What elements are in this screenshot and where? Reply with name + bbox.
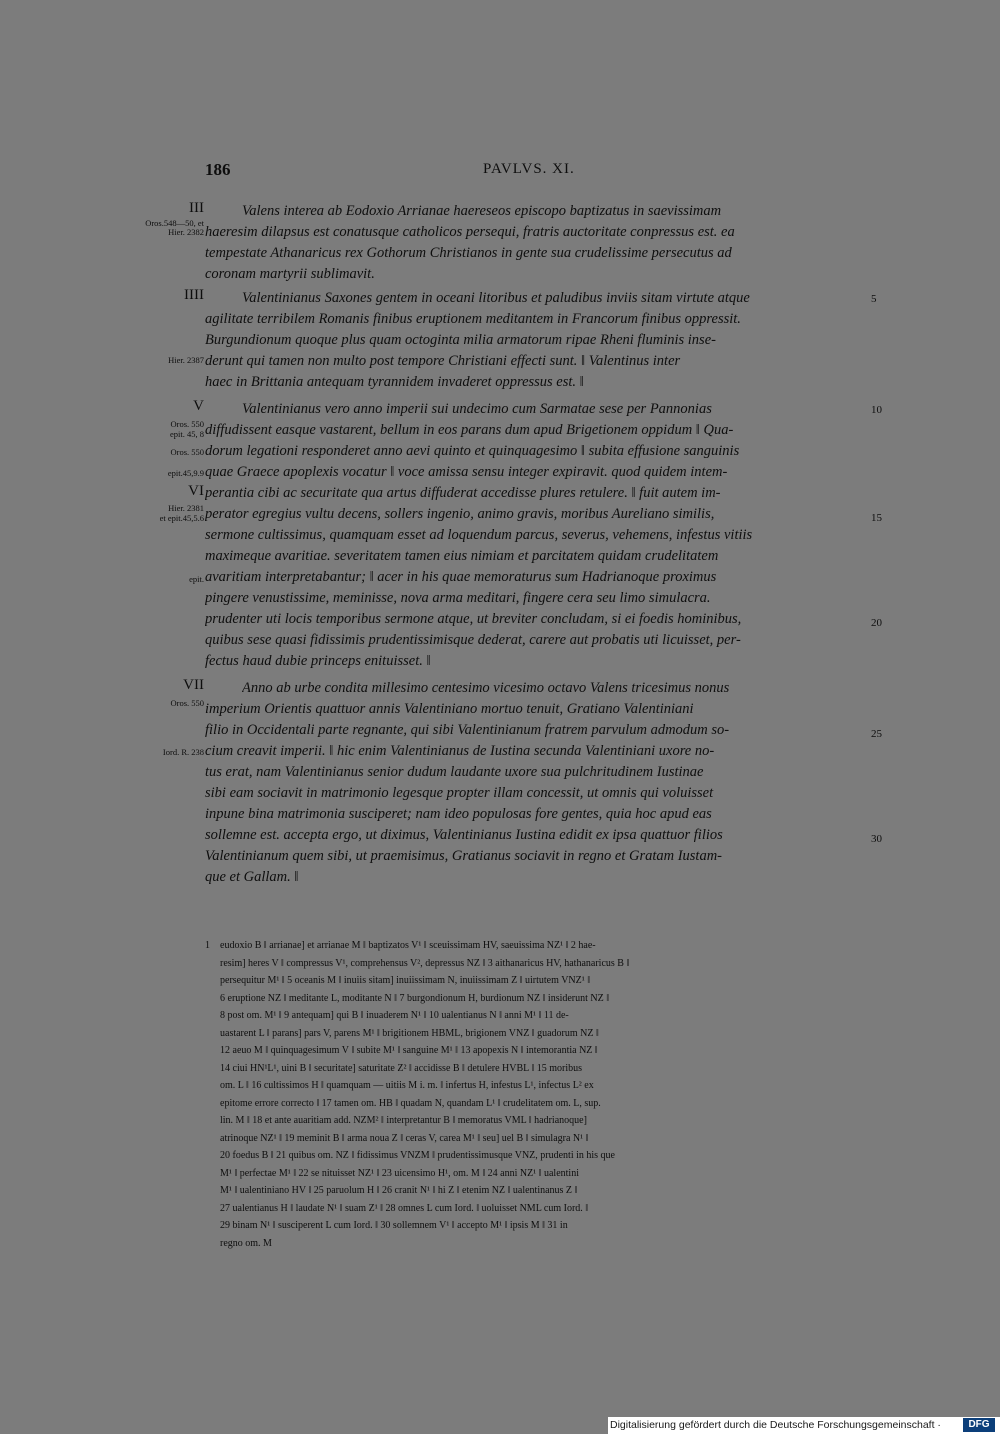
chapter-number: III <box>189 200 204 216</box>
text-line: filio in Occidentali parte regnante, qui sibi Valentinianum fratrem parvulum admodum so- <box>205 722 730 738</box>
text-line: prudenter uti locis temporibus sermone atque, ut breviter concludam, si ei foedis hominibus, <box>205 611 742 627</box>
text-line: agilitate terribilem Romanis finibus eruptionem meditantem in Francorum finibus oppressit. <box>205 311 741 327</box>
apparatus-line: 14 ciui HN¹L¹, uini B ‖ securitate] saturitate Z² ‖ accidisse B ‖ detulere HVBL ‖ 15 moribus <box>220 1062 582 1074</box>
apparatus-line: 29 binam N¹ ‖ susciperent L cum Iord. ‖ 30 sollemnem V¹ ‖ accepto M¹ ‖ ipsis M ‖ 31 in <box>220 1220 568 1231</box>
text-line: pingere venustissime, meminisse, nova arma meditari, fingere cera seu limo simulacra. <box>205 590 711 606</box>
text-line: Valentinianus Saxones gentem in oceani litoribus et paludibus inviis sitam virtute atque <box>242 290 750 306</box>
text-line: quae Graece apoplexis vocatur ‖ voce amissa sensu integer expiravit. quod quidem intem- <box>205 464 728 480</box>
chapter-number: V <box>193 398 204 414</box>
running-head: PAVLVS. XI. <box>483 161 575 177</box>
margin-source: Oros. 550 <box>170 447 204 457</box>
page-number: 186 <box>205 160 231 179</box>
text-line: perator egregius vultu decens, sollers ingenio, animo gravis, moribus Aureliano similis, <box>205 506 715 522</box>
margin-source: Hier. 2381 <box>168 503 204 513</box>
apparatus-line: atrinoque NZ¹ ‖ 19 meminit B ‖ arma noua Z ‖ ceras V, carea M¹ ‖ seu] uel B ‖ simulagra N¹ ‖ <box>220 1132 589 1144</box>
text-line: Valens interea ab Eodoxio Arrianae haereseos episcopo baptizatus in saevissimam <box>242 203 722 219</box>
chapter-number: IIII <box>184 287 204 303</box>
apparatus-line: uastarent L ‖ parans] pars V, parens M¹ ‖ brigitionem HBML, brigionem VNZ ‖ guadorum NZ ‖ <box>220 1027 599 1039</box>
apparatus-line: resim] heres V ‖ compressus V¹, comprehensus V², depressus NZ ‖ 3 aithanaricus HV, hathanaricus B ‖ <box>220 957 630 969</box>
text-line: inpune bina matrimonia susciperet; nam ideo populosas fore gentes, quia hoc apud eas <box>205 806 712 822</box>
text-line: haeresim dilapsus est conatusque catholicos persequi, fratris auctoritate conpressus est. ea <box>205 224 735 240</box>
line-number: 30 <box>871 833 882 845</box>
text-line: sollemne est. accepta ergo, ut diximus, Valentinianus Iustina edidit ex ipsa quattuor filios <box>205 827 723 843</box>
margin-source: Oros. 550 <box>170 419 204 429</box>
text-line: tus erat, nam Valentinianus senior dudum laudante uxore sua pulchritudinem Iustinae <box>205 764 704 780</box>
apparatus-line: regno om. M <box>220 1237 272 1249</box>
apparatus-line: lin. M ‖ 18 et ante auaritiam add. NZM² ‖ interpretantur B ‖ memoratus VML ‖ hadrianoque] <box>220 1115 587 1126</box>
margin-source: epit. <box>189 574 204 584</box>
margin-source: Iord. R. 238 <box>162 747 204 757</box>
text-line: sermone cultissimus, quamquam esset ad loquendum parcus, severus, vehemens, infestus vitiis <box>205 527 753 543</box>
text-line: que et Gallam. ‖ <box>205 869 299 885</box>
text-line: imperium Orientis quattuor annis Valentiniano mortuo tenuit, Gratiano Valentiniani <box>205 701 694 717</box>
apparatus-line: 27 ualentianus H ‖ laudate N¹ ‖ suam Z¹ ‖ 28 omnes L cum Iord. ‖ uoluisset NML cum Iord. ‖ <box>220 1202 589 1214</box>
apparatus-line: om. L ‖ 16 cultissimos H ‖ quamquam — uitiis M i. m. ‖ infertus H, infestus L¹, infectus L² ex <box>220 1080 594 1091</box>
text-line: dorum legationi responderet anno aevi quinto et quinquagesimo ‖ subita effusione sanguinis <box>205 443 740 459</box>
apparatus-line: M¹ ‖ ualentiniano HV ‖ 25 paruolum H ‖ 26 cranit N¹ ‖ hi Z ‖ etenim NZ ‖ ualentinanus Z ‖ <box>220 1185 578 1196</box>
margin-source: et epit.45,5.6 <box>159 513 204 523</box>
text-line: fectus haud dubie princeps enituisset. ‖ <box>205 653 431 669</box>
apparatus-line: 6 eruptione NZ ‖ meditante L, moditante N ‖ 7 burgondionum H, burdionum NZ ‖ insiderunt NZ ‖ <box>220 992 610 1004</box>
apparatus-line: M¹ ‖ perfectae M¹ ‖ 22 se nituisset NZ¹ ‖ 23 uicensimo H¹, om. M ‖ 24 anni NZ¹ ‖ ualentini <box>220 1167 579 1179</box>
text-line: Valentinianum quem sibi, ut praemisimus, Gratianus sociavit in regno et Gratam Iustam- <box>205 848 723 864</box>
apparatus-line: 8 post om. M¹ ‖ 9 antequam] qui B ‖ inuaderem N¹ ‖ 10 ualentianus N ‖ anni M¹ ‖ 11 de- <box>220 1010 569 1021</box>
funding-footer <box>608 1417 1000 1434</box>
chapter-number: VII <box>183 677 204 693</box>
apparatus-line: 12 aeuo M ‖ quinquagesimum V ‖ subite M¹ ‖ sanguine M¹ ‖ 13 apopexis N ‖ intemorantia NZ ‖ <box>220 1045 598 1056</box>
line-number: 25 <box>871 728 882 740</box>
line-number: 15 <box>871 512 882 524</box>
text-line: cium creavit imperii. ‖ hic enim Valentinianus de Iustina secunda Valentiniani uxore no- <box>205 743 715 759</box>
dfg-logo: DFG <box>963 1418 995 1432</box>
text-line: sibi eam sociavit in matrimonio legesque propter illam concessit, ut omnis qui voluisset <box>205 785 714 801</box>
chapter-number: VI <box>188 483 204 499</box>
page-header <box>0 160 1000 184</box>
line-number: 5 <box>871 293 877 305</box>
text-line: avaritiam interpretabantur; ‖ acer in his quae memoraturus sum Hadrianoque proximus <box>205 569 717 585</box>
margin-source: epit.45,9.9 <box>167 468 204 478</box>
text-line: Valentinianus vero anno imperii sui undecimo cum Sarmatae sese per Pannonias <box>242 401 712 417</box>
line-number: 20 <box>871 617 882 629</box>
line-number: 10 <box>871 404 882 416</box>
apparatus-line: 20 foedus B ‖ 21 quibus om. NZ ‖ fidissimus VNZM ‖ prudentissimusque VNZ, prudenti in his que <box>220 1150 615 1161</box>
apparatus-line: eudoxio B ‖ arrianae] et arrianae M ‖ baptizatos V¹ ‖ sceuissimam HV, saeuissima NZ¹ ‖ 2 hae- <box>220 940 596 951</box>
text-line: perantia cibi ac securitate qua artus diffuderat accedisse plures retulere. ‖ fuit autem im- <box>205 485 721 501</box>
apparatus-line: persequitur M¹ ‖ 5 oceanis M ‖ inuiis sitam] inuiissimam N, inuiissimam Z ‖ uirtutem VNZ¹ ‖ <box>220 975 591 986</box>
funding-text: Digitalisierung gefördert durch die Deutsche Forschungsgemeinschaft · <box>610 1419 941 1431</box>
text-line: diffudissent easque vastarent, bellum in eos parans dum apud Brigetionem oppidum ‖ Qua- <box>205 422 734 438</box>
text-line: maximeque avaritiae. severitatem tamen eius nimiam et parcitatem quidam crudelitatem <box>205 548 719 564</box>
text-line: haec in Brittania antequam tyrannidem invaderet oppressus est. ‖ <box>205 374 584 390</box>
margin-source: Oros.548—50, et Hier. 2382 <box>145 218 204 237</box>
text-line: tempestate Athanaricus rex Gothorum Christianos in gente sua crudelissime persecutus ad <box>205 245 732 261</box>
margin-source: Oros. 550 <box>170 698 204 708</box>
margin-source: Hier. 2387 <box>168 355 204 365</box>
apparatus-line: epitome errore correcto ‖ 17 tamen om. HB ‖ quadam N, quandam L¹ ‖ crudelitatem om. L, sup. <box>220 1097 601 1109</box>
margin-source: epit. 45, 8 <box>170 429 204 439</box>
text-line: coronam martyrii sublimavit. <box>205 266 375 282</box>
text-line: Burgundionum quoque plus quam octoginta milia armatorum ripae Rheni fluminis inse- <box>205 332 716 348</box>
text-line: Anno ab urbe condita millesimo centesimo vicesimo octavo Valens tricesimus nonus <box>242 680 730 696</box>
text-line: quibus sese quasi fidissimis prudentissimisque dederat, carere aut probatis uti licuisset, per- <box>205 632 741 648</box>
text-line: derunt qui tamen non multo post tempore Christiani effecti sunt. ‖ Valentinus inter <box>205 353 681 369</box>
apparatus-marker: 1 <box>205 940 210 951</box>
